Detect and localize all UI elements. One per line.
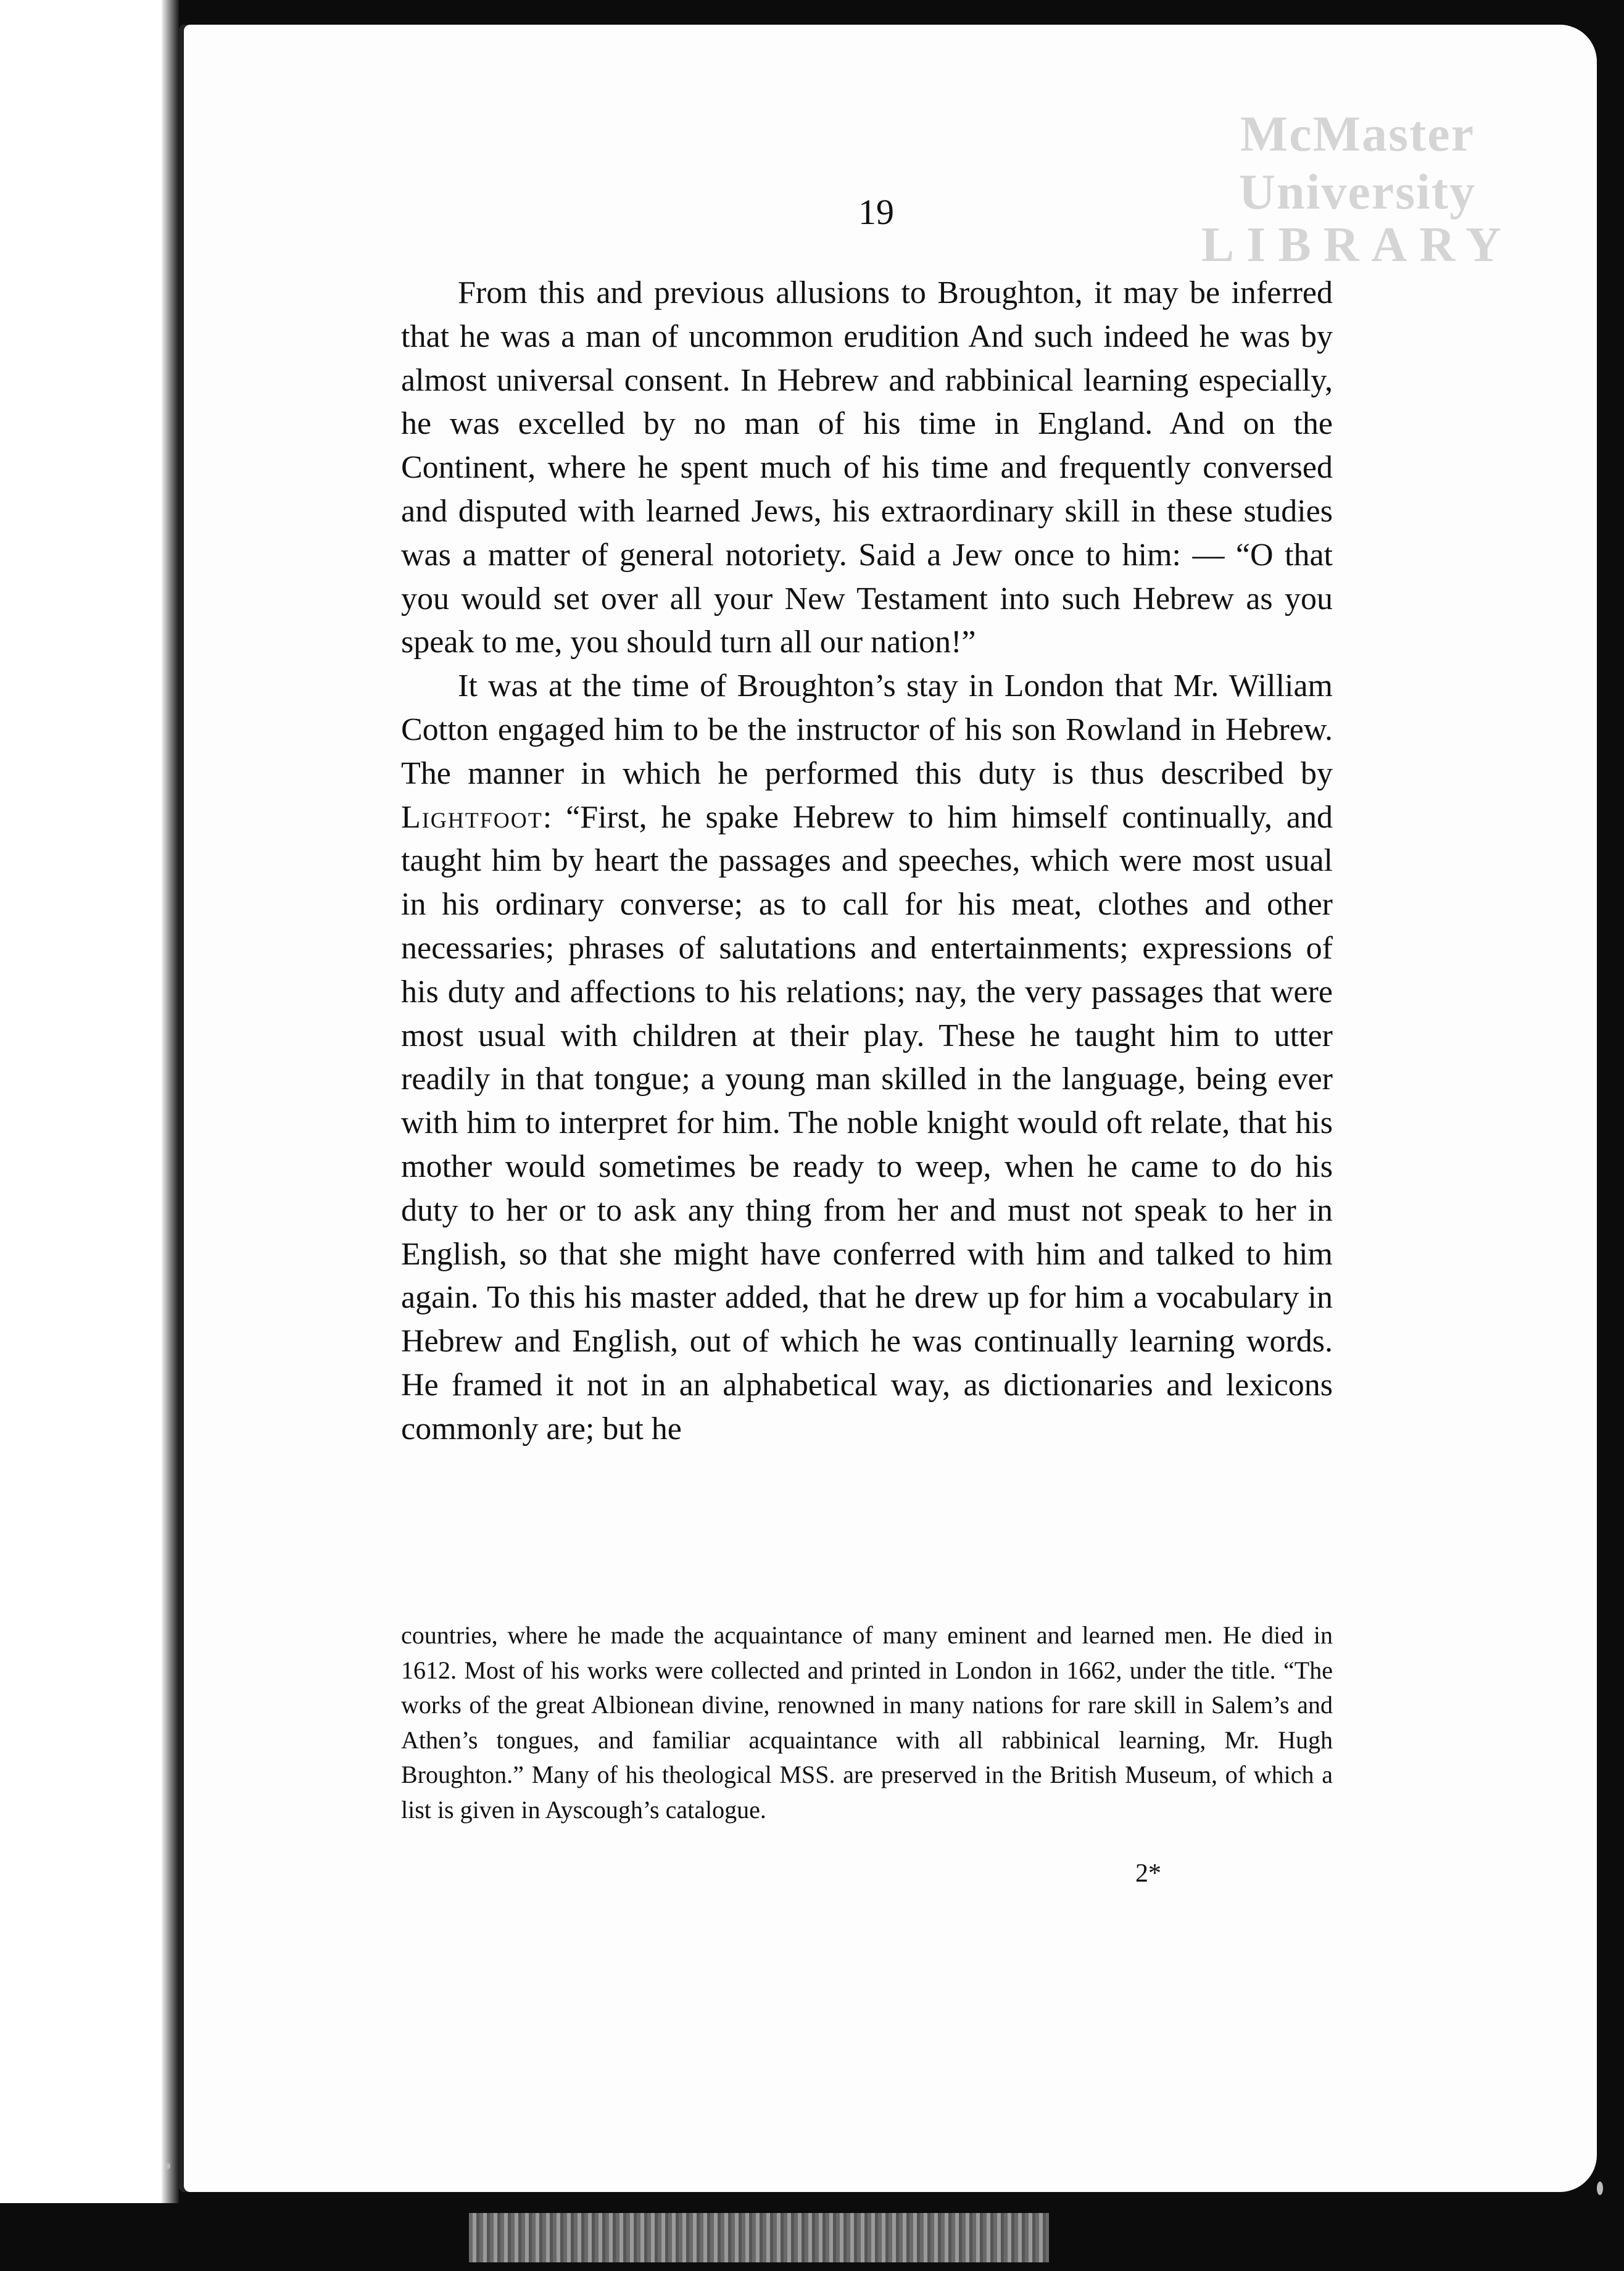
- stamp-line-2: LIBRARY: [1201, 218, 1514, 272]
- gutter-shadow: [162, 0, 179, 2203]
- footnote: countries, where he made the acquaintance of many eminent and learned men. He died in 1612. Most of his works were collected and printed in London in 1662, under the title. “The works of the great Albionean divine, renowned in many nations for rare skill in Salem’s and Athen’s tongues, and familiar acquaintance with all rabbinical learning, Mr. Hugh Broughton.” Many of his theological MSS. are preserved in the British Museum, of which a list is given in Ayscough’s catalogue.: [401, 1621, 1333, 1824]
- scan-speck: [165, 2163, 170, 2169]
- stamp-line-1: McMaster University: [1238, 106, 1477, 220]
- facing-page-edge: [0, 0, 174, 2203]
- paragraph-2-part-2: : “First, he spake Hebrew to him himself continually, and taught him by heart the passages and speeches, which were most usual in his ordinary converse; as to call for his meat, clothes and other necessaries; phrases of salutations and entertainments; expressions of his duty and affections to his relations; nay, the very passages that were most usual with children at their play. These he taught him to utter readily in that tongue; a young man skilled in the language, being ever with him to interpret for him. The noble knight would oft relate, that his mother would sometimes be ready to weep, when he came to do his duty to her or to ask any thing from her and must not speak to her in English, so that she might have conferred with him and talked to him again. To this his master added, that he drew up for him a vocabulary in Hebrew and English, out of which he was continually learning words. He framed it not in an alphabetical way, as dictionaries and lexicons commonly are; but he: [401, 799, 1333, 1447]
- paragraph-2: [401, 665, 1333, 1451]
- author-name: Lightfoot: [401, 799, 543, 835]
- main-text: [401, 272, 1333, 1451]
- paragraph-2-part-1: It was at the time of Broughton’s stay in London that Mr. William Cotton engaged him to be the instructor of his son Rowland in Hebrew. The manner in which he performed this duty is thus described by: [401, 668, 1333, 791]
- paragraph-1: From this and previous allusions to Broughton, it may be inferred that he was a man of uncommon erudition And such indeed he was by almost universal consent. In Hebrew and rabbinical learning especially, he was excelled by no man of his time in England. And on the Continent, where he spent much of his time and frequently conversed and disputed with learned Jews, his extraordinary skill in these studies was a matter of general notoriety. Said a Jew once to him: — “O that you would set over all your New Testament into such Hebrew as you speak to me, you should turn all our nation!”: [401, 275, 1333, 660]
- scan-strip: [469, 2213, 1049, 2262]
- page-number: 19: [858, 192, 894, 232]
- scan-speck: [1597, 2182, 1603, 2195]
- library-stamp: [1185, 105, 1530, 273]
- signature-mark: 2*: [1135, 1859, 1161, 1888]
